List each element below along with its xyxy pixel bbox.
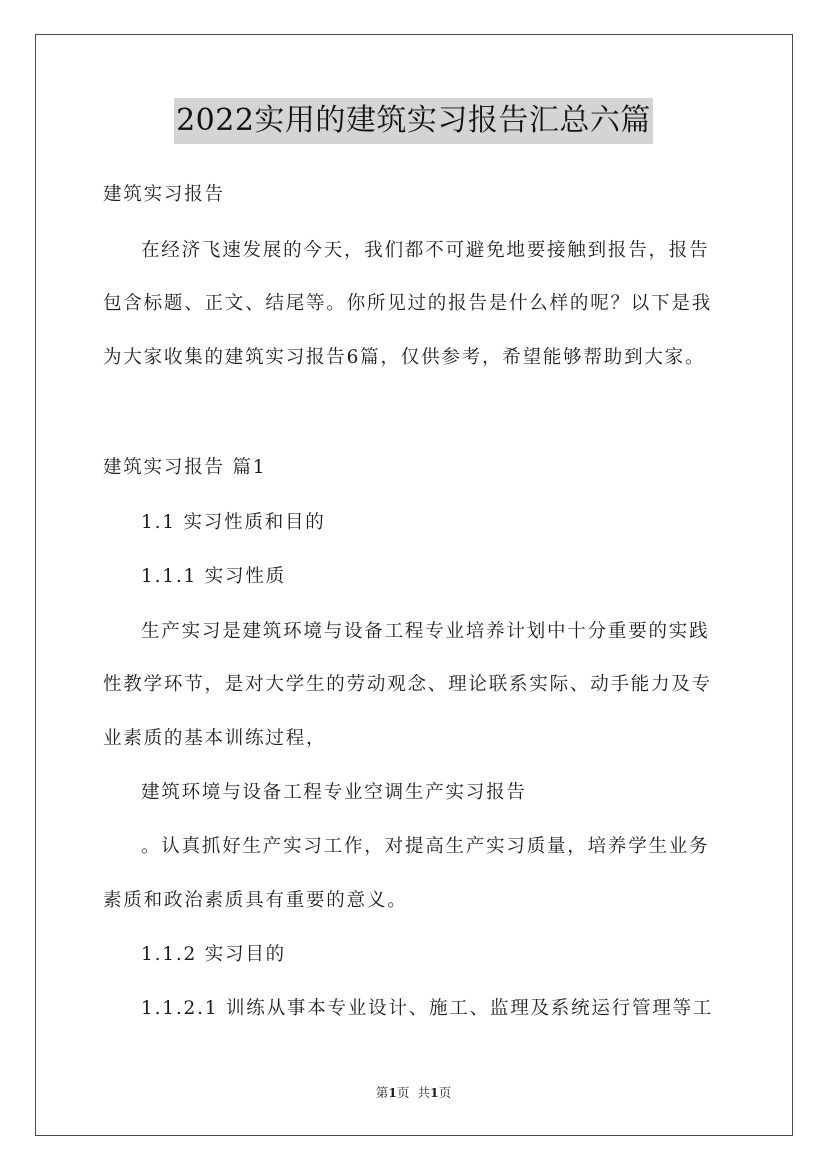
paragraph-line: 业素质的基本训练过程， [103, 728, 327, 749]
document-title: 2022实用的建筑实习报告汇总六篇 [174, 98, 653, 144]
section-heading: 建筑实习报告 篇1 [103, 457, 267, 478]
paragraph-line: 建筑环境与设备工程专业空调生产实习报告 [141, 782, 527, 803]
paragraph-line: 生产实习是建筑环境与设备工程专业培养计划中十分重要的实践 [141, 621, 710, 642]
section-heading: 建筑实习报告 [103, 184, 225, 205]
subsection-heading: 1.1.2 实习目的 [141, 944, 286, 965]
paragraph-line: 包含标题、正文、结尾等。你所见过的报告是什么样的呢？以下是我 [103, 293, 713, 314]
page-prefix: 第 [375, 1085, 389, 1100]
paragraph-line: 素质和政治素质具有重要的意义。 [103, 890, 408, 911]
paragraph-line: 在经济飞速发展的今天，我们都不可避免地要接触到报告，报告 [141, 240, 710, 261]
title-container [0, 98, 827, 144]
total-pages: 1 [429, 1085, 439, 1100]
subsection-heading: 1.1.1 实习性质 [141, 566, 286, 587]
subsection-heading: 1.1 实习性质和目的 [141, 512, 326, 533]
paragraph-line: 1.1.2.1 训练从事本专业设计、施工、监理及系统运行管理等工 [141, 998, 714, 1019]
paragraph-line: 为大家收集的建筑实习报告6篇，仅供参考，希望能够帮助到大家。 [103, 347, 706, 368]
total-prefix: 共 [417, 1085, 430, 1100]
page-suffix: 页 [397, 1085, 410, 1100]
page-footer [0, 1083, 827, 1101]
page-number: 1 [388, 1085, 397, 1100]
total-suffix: 页 [438, 1085, 452, 1100]
paragraph-line: 。认真抓好生产实习工作，对提高生产实习质量，培养学生业务 [141, 836, 710, 857]
paragraph-line: 性教学环节，是对大学生的劳动观念、理论联系实际、动手能力及专 [103, 674, 713, 695]
